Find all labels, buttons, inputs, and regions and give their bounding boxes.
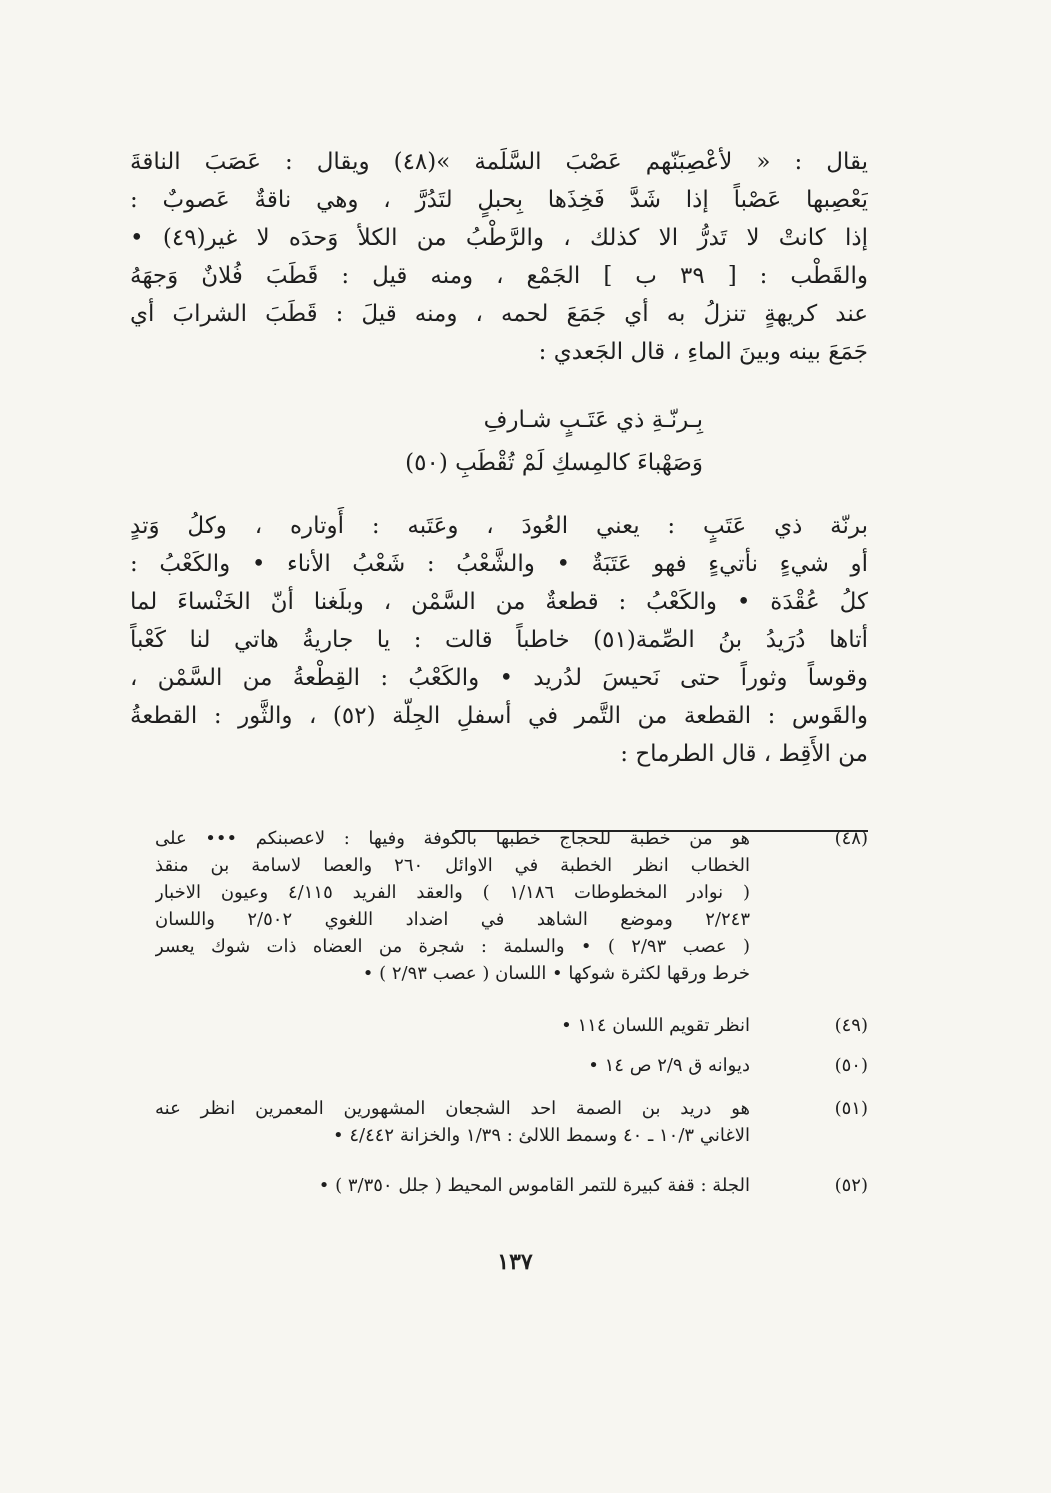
text-line: عند كريهةٍ تنزلُ به أي جَمَعَ لحمه ، ومنه قيلَ : قَطَبَ الشرابَ أي — [130, 301, 868, 327]
text-line: يَعْصِبها عَصْباً إذا شَدَّ فَخِذَها بِحبلٍ لتَدُرَّ ، وهي ناقةٌ عَصوبٌ : — [130, 187, 868, 213]
footnote-number: (٥٠) — [834, 1055, 868, 1076]
main-text-block-2 — [130, 507, 868, 773]
text-line: أو شيءٍ نأتيءٍ فهو عَتَبَةٌ • والشَّعْبُ : شَعْبُ الأناء • والكَعْبُ : — [130, 551, 868, 577]
footnote-50 — [155, 1052, 868, 1079]
page-number: ١٣٧ — [497, 1249, 533, 1275]
main-text-block-1 — [130, 143, 868, 371]
footnote-line: هو من خطبة للحجاج خطبها بالكوفة وفيها : لاعصبنكم ••• على — [155, 828, 750, 849]
text-line: كلُ عُقْدَة • والكَعْبُ : قطعةٌ من السَّمْن ، وبلَغنا أنّ الخَنْساءَ لما — [130, 589, 868, 615]
verse-second-hemistich: وَصَهْباءَ كالمِسكِ لَمْ تُقْطَبِ (٥٠) — [405, 450, 703, 476]
text-line: جَمَعَ بينه وبينَ الماءِ ، قال الجَعدي : — [538, 339, 868, 365]
footnote-line: انظر تقويم اللسان ١١٤ • — [561, 1015, 750, 1036]
footnote-line: ديوانه ق ٢/٩ ص ١٤ • — [588, 1055, 750, 1076]
footnote-line: الاغاني ١٠/٣ ـ ٤٠ وسمط اللالئ : ١/٣٩ والخزانة ٤/٤٤٢ • — [333, 1125, 750, 1146]
footnote-line: ( نوادر المخطوطات ١/١٨٦ ) والعقد الفريد ٤/١١٥ وعيون الاخبار — [155, 882, 750, 903]
footnote-line: هو دريد بن الصمة احد الشجعان المشهورين المعمرين انظر عنه — [155, 1098, 750, 1119]
text-line: يقال : « لأعْصِبَنّهم عَصْبَ السَّلَمة »(٤٨) ويقال : عَصَبَ الناقةَ — [130, 149, 868, 175]
footnote-line: ( عصب ٢/٩٣ ) • والسلمة : شجرة من العضاه ذات شوك يعسر — [155, 936, 750, 957]
footnote-number: (٥١) — [834, 1098, 868, 1119]
footnote-line: ٢/٢٤٣ وموضع الشاهد في اضداد اللغوي ٢/٥٠٢ واللسان — [155, 909, 750, 930]
text-line: إذا كانتْ لا تَدرُّ الا كذلك ، والرَّطْبُ من الكلأ وَحدَه لا غير(٤٩) • — [130, 225, 868, 251]
text-line: من الأَقِط ، قال الطرماح : — [620, 741, 868, 767]
footnote-52 — [155, 1172, 868, 1199]
footnote-48 — [155, 825, 868, 987]
footnote-number: (٤٨) — [834, 828, 868, 849]
footnote-line: خرط ورقها لكثرة شوكها • اللسان ( عصب ٢/٩٣ ) • — [362, 963, 750, 984]
footnote-51 — [155, 1095, 868, 1149]
footnote-line: الجلة : قفة كبيرة للتمر القاموس المحيط ( جلل ٣/٣٥٠ ) • — [318, 1175, 750, 1196]
text-line: والقَوس : القطعة من التَّمر في أسفلِ الجِلّة (٥٢) ، والثَّور : القطعةُ — [130, 703, 868, 729]
text-line: برنّة ذي عَتَبٍ : يعني العُودَ ، وعَتَبه : أَوتاره ، وكلُ وَتدٍ — [130, 513, 868, 539]
text-line: والقَطْب : [ ٣٩ ب ] الجَمْع ، ومنه قيل : قَطَبَ فُلانٌ وَجهَهُ — [130, 263, 868, 289]
footnote-number: (٤٩) — [834, 1015, 868, 1036]
verse-first-hemistich: بِـرنّـةِ ذي عَتَـبٍ شـارفِ — [483, 407, 703, 433]
footnote-49 — [155, 1012, 868, 1039]
text-line: وقوساً وثوراً حتى نَحيسَ لدُريد • والكَعْبُ : القِطْعةُ من السَّمْن ، — [130, 665, 868, 691]
footnote-number: (٥٢) — [834, 1175, 868, 1196]
footnote-line: الخطاب انظر الخطبة في الاوائل ٢٦٠ والعصا لاسامة بن منقذ — [155, 855, 750, 876]
text-line: أتاها دُرَيدُ بنُ الصِّمة(٥١) خاطباً قالت : يا جاريةُ هاتي لنا كَعْباً — [130, 627, 868, 653]
